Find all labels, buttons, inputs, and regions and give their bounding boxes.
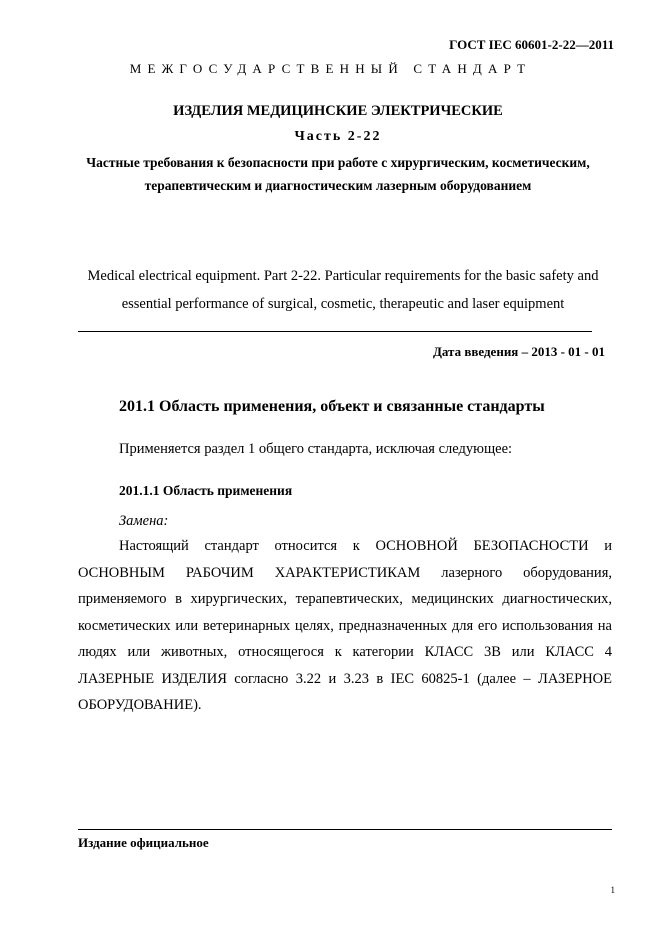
document-title: ИЗДЕЛИЯ МЕДИЦИНСКИЕ ЭЛЕКТРИЧЕСКИЕ [173,103,503,119]
official-edition-label: Издание официальное [78,835,209,850]
document-code: ГОСТ IEC 60601-2-22—2011 [449,37,614,52]
section-heading: 201.1 Область применения, объект и связанные стандарты [119,398,545,415]
footer-divider [78,829,612,830]
replacement-label: Замена: [119,513,169,529]
document-subtitle: Частные требования к безопасности при работе с хирургическим, косметическим, терапевтическим и диагностическим лазерным оборудованием [86,155,590,193]
document-part: Часть 2-22 [294,129,382,144]
subsection-heading: 201.1.1 Область применения [119,483,293,498]
scope-paragraph: Настоящий стандарт относится к ОСНОВНОЙ БЕЗОПАСНОСТИ и ОСНОВНЫМ РАБОЧИМ ХАРАКТЕРИСТИКАМ лазерного оборудования, применяемого в хирургических, терапевтических, медицинских диагностических, косметических или ветеринарных целях, предназначенных для его использования на людях или животных, относящегося к категории КЛАСС 3В или КЛАСС 4 ЛАЗЕРНЫЕ ИЗДЕЛИЯ согласно 3.22 и 3.23 в IEC 60825-1 (далее – ЛАЗЕРНОЕ ОБОРУДОВАНИЕ). [78,538,612,713]
title-block [70,101,606,197]
page-number: 1 [610,885,615,895]
title-divider [78,331,592,332]
english-title: Medical electrical equipment. Part 2-22. Particular requirements for the basic safety and essential performance of surgical, cosmetic, therapeutic and laser equipment [87,268,599,312]
introduction-date: Дата введения – 2013 - 01 - 01 [432,344,605,359]
applies-paragraph: Применяется раздел 1 общего стандарта, исключая следующее: [119,441,513,457]
interstate-standard-label: МЕЖГОСУДАРСТВЕННЫЙ СТАНДАРТ [129,61,532,76]
